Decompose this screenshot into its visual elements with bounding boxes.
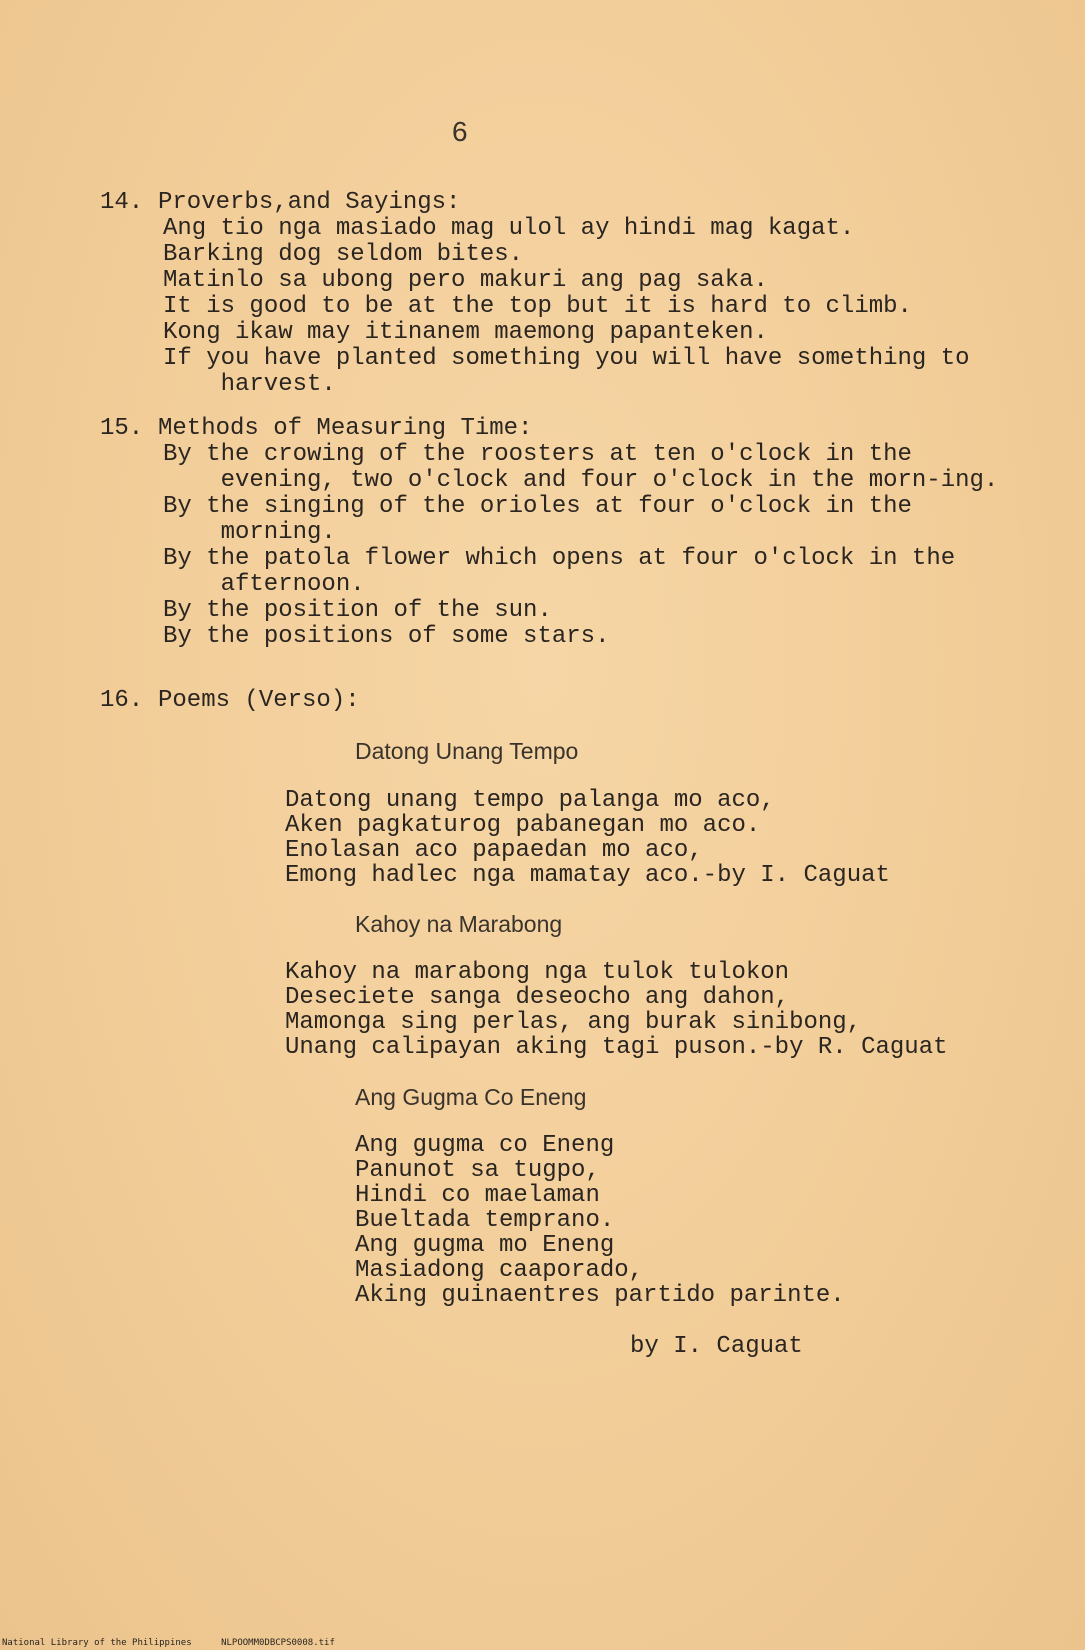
- page-number: 6: [452, 116, 468, 147]
- section-number: 15.: [100, 415, 144, 442]
- poem-line: Aken pagkaturog pabanegan mo aco.: [285, 812, 761, 839]
- poem-line: Datong unang tempo palanga mo aco,: [285, 787, 775, 814]
- poem-line: Kahoy na marabong nga tulok tulokon: [285, 959, 790, 986]
- footer-library: National Library of the Philippines: [2, 1638, 192, 1648]
- footer-filename: NLPOOMM0DBCPS0008.tif: [221, 1638, 335, 1648]
- poem-stanza: [285, 788, 890, 888]
- poem-line: Mamonga sing perlas, ang burak sinibong,: [285, 1009, 862, 1036]
- section-title: Poems (Verso):: [158, 687, 360, 714]
- poem-title: Kahoy na Marabong: [355, 911, 563, 937]
- list-item: By the crowing of the roosters at ten o'clock in the evening, two o'clock and four o'clock in the morn-ing.: [163, 441, 999, 494]
- section-title: Methods of Measuring Time:: [158, 415, 533, 442]
- list-item: By the position of the sun.: [163, 597, 552, 624]
- time-method-list: [100, 442, 1025, 650]
- section-measuring-time: [100, 416, 1025, 650]
- poem-line: Emong hadlec nga mamatay aco.-by I. Caguat: [285, 862, 890, 889]
- section-heading: [100, 190, 1025, 216]
- list-item: By the singing of the orioles at four o'clock in the morning.: [163, 493, 927, 546]
- poem-line: Panunot sa tugpo,: [355, 1157, 600, 1184]
- proverb-list: [100, 216, 1025, 398]
- section-title: Proverbs,and Sayings:: [158, 189, 461, 216]
- scan-footer: [2, 1638, 335, 1648]
- poem-line: Aking guinaentres partido parinte.: [355, 1282, 845, 1309]
- section-poems: [100, 688, 1025, 714]
- section-number: 14.: [100, 189, 144, 216]
- list-item: It is good to be at the top but it is hard to climb.: [163, 293, 912, 320]
- section-heading: [100, 416, 1025, 442]
- poem-line: Unang calipayan aking tagi puson.-by R. Caguat: [285, 1034, 948, 1061]
- poem-stanza: [285, 960, 948, 1060]
- poem-title: Ang Gugma Co Eneng: [355, 1084, 587, 1110]
- poem-line: Ang gugma mo Eneng: [355, 1232, 615, 1259]
- poem-line: Ang gugma co Eneng: [355, 1132, 615, 1159]
- list-item: Kong ikaw may itinanem maemong papanteken.: [163, 319, 768, 346]
- poem-line: Hindi co maelaman: [355, 1182, 600, 1209]
- section-heading: [100, 688, 1025, 714]
- poem-line: Masiadong caaporado,: [355, 1257, 644, 1284]
- poem-stanza: [355, 1133, 845, 1308]
- list-item: Barking dog seldom bites.: [163, 241, 524, 268]
- list-item: If you have planted something you will have something to harvest.: [163, 345, 984, 398]
- poem-title: Datong Unang Tempo: [355, 738, 579, 764]
- section-number: 16.: [100, 687, 144, 714]
- poem-line: Bueltada temprano.: [355, 1207, 615, 1234]
- section-proverbs: [100, 190, 1025, 398]
- poem-byline: by I. Caguat: [630, 1333, 803, 1360]
- list-item: Ang tio nga masiado mag ulol ay hindi mag kagat.: [163, 215, 855, 242]
- poem-line: Deseciete sanga deseocho ang dahon,: [285, 984, 790, 1011]
- list-item: Matinlo sa ubong pero makuri ang pag saka.: [163, 267, 768, 294]
- poem-line: Enolasan aco papaedan mo aco,: [285, 837, 703, 864]
- list-item: By the patola flower which opens at four o'clock in the afternoon.: [163, 545, 970, 598]
- list-item: By the positions of some stars.: [163, 623, 610, 650]
